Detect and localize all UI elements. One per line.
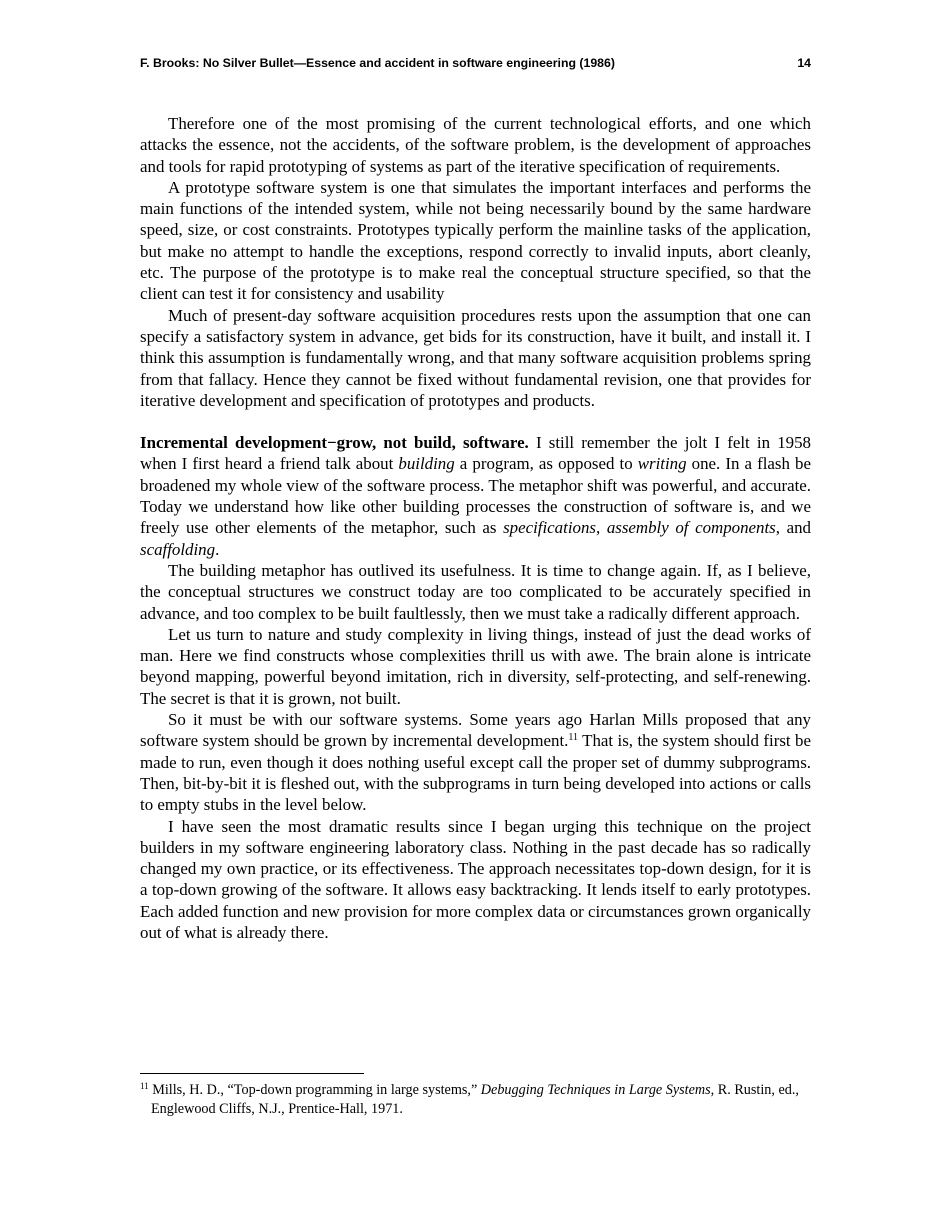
paragraph: Therefore one of the most promising of the current technological efforts, and one which attacks the essence, not the accidents, of the software problem, is the development of approaches and tools for rapid prototyping of systems as part of the iterative specification of requirements. (140, 114, 811, 176)
paragraph-text: I still remember the jolt I felt in 1958 when I first heard a friend talk about (140, 433, 811, 474)
paragraph: I have seen the most dramatic results since I began urging this technique on the project builders in my software engineering laboratory class. Nothing in the past decade has so radically changed my own practice, or its effectiveness. The approach necessitates top-down design, for it is a top-down growing of the software. It allows easy backtracking. It lends itself to early prototypes. Each added function and new provision for more complex data or circumstances grown organically out of what is already there. (140, 816, 811, 942)
footnote-text: , R. Rustin, ed., Englewood Cliffs, N.J., Prentice-Hall, 1971. (151, 1082, 799, 1117)
paragraph-text: That is, the system should first be made to run, even though it does nothing useful except call the proper set of dummy subprograms. Then, bit-by-bit it is fleshed out, with the subprograms in turn being developed into actions or calls to empty stubs in the level below. (140, 731, 811, 815)
paragraph: A prototype software system is one that simulates the important interfaces and performs the main functions of the intended system, while not being necessarily bound by the same hardware speed, size, or cost constraints. Prototypes typically perform the mainline tasks of the application, but make no attempt to handle the exceptions, respond correctly to invalid inputs, abort cleanly, etc. The purpose of the prototype is to make real the conceptual structure specified, so that the client can test it for consistency and usability (140, 177, 811, 304)
emphasis: writing (637, 454, 687, 474)
emphasis: building (398, 454, 455, 474)
header-title: F. Brooks: No Silver Bullet—Essence and accident in software engineering (1986) (140, 56, 615, 70)
footnote-text: Mills, H. D., “Top-down programming in large systems,” (148, 1082, 481, 1098)
footnote-divider (140, 1073, 364, 1074)
footnote-number: 11 (140, 1081, 149, 1091)
running-header (140, 56, 811, 70)
section-heading: Incremental development−grow, not build, software. (140, 433, 529, 453)
body-text (140, 113, 811, 943)
page-number: 14 (797, 56, 811, 70)
paragraph-text: , (595, 518, 607, 538)
emphasis: scaffolding (140, 539, 216, 559)
paragraph-text: , and (775, 518, 811, 538)
section-paragraph (140, 432, 811, 560)
paragraph-text: So it must be with our software systems. Some years ago Harlan Mills proposed that any software system should be grown by incremental development. (140, 710, 811, 751)
paragraph: The building metaphor has outlived its usefulness. It is time to change again. If, as I believe, the conceptual structures we construct today are too complicated to be accurately specified in advance, and too complex to be built faultlessly, then we must take a radically different approach. (140, 560, 811, 623)
paragraph-text: . (215, 539, 220, 559)
paragraph: Much of present-day software acquisition procedures rests upon the assumption that one can specify a satisfactory system in advance, get bids for its construction, have it built, and install it. I think this assumption is fundamentally wrong, and that many software acquisition problems spring from that fallacy. Hence they cannot be fixed without fundamental revision, one that provides for iterative development and specification of prototypes and products. (140, 305, 811, 410)
paragraph-text: a program, as opposed to (454, 454, 638, 474)
footnote-title: Debugging Techniques in Large Systems (480, 1082, 711, 1098)
footnote-reference[interactable]: 11 (568, 732, 579, 744)
paragraph (140, 709, 811, 815)
emphasis: assembly of components (606, 518, 776, 538)
paragraph-text: one. In a flash be broadened my whole view of the software process. The metaphor shift was powerful, and accurate. Today we understand how like other building processes the construction of software is, and we freely use other elements of the metaphor, such as (140, 454, 811, 538)
footnote (140, 1081, 811, 1118)
emphasis: specifications (503, 518, 596, 538)
paragraph: Let us turn to nature and study complexity in living things, instead of just the dead works of man. Here we find constructs whose complexities thrill us with awe. The brain alone is intricate beyond mapping, powerful beyond imitation, rich in diversity, self-protecting, and self-renewing. The secret is that it is grown, not built. (140, 624, 811, 708)
